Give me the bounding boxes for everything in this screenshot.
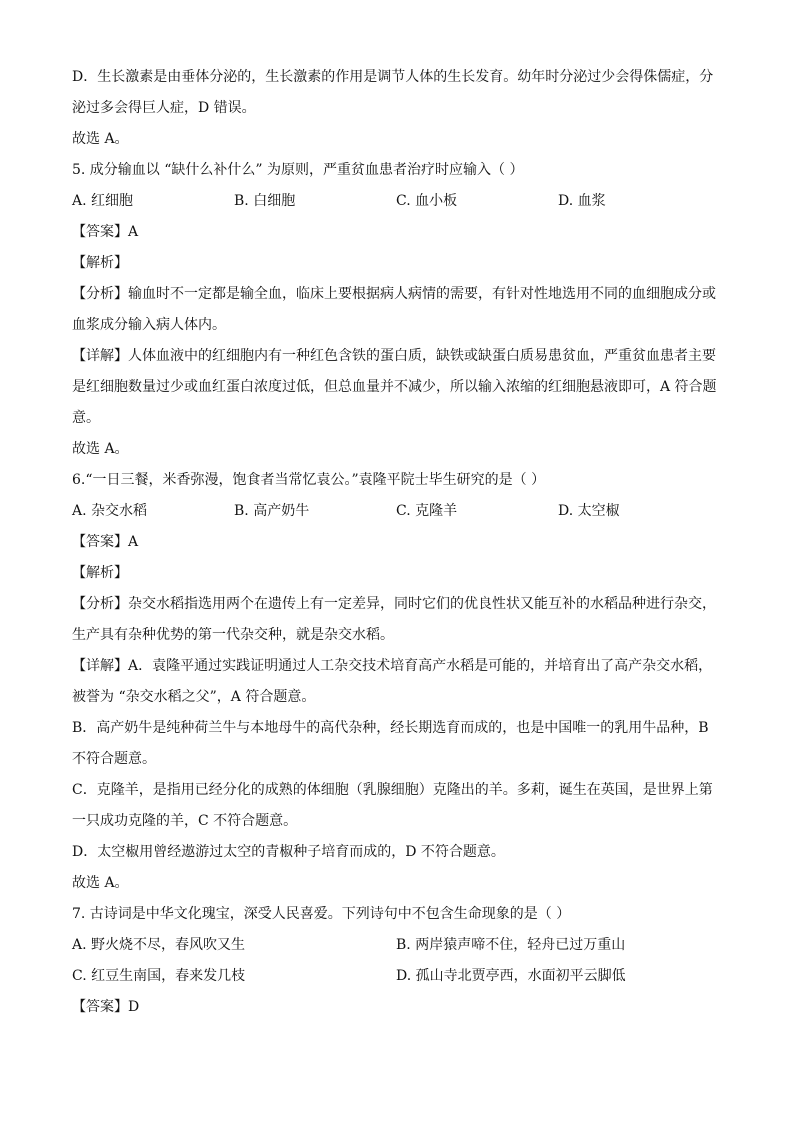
question-7: 7. 古诗词是中华文化瑰宝，深受人民喜爱。下列诗句中不包含生命现象的是（ ） [72,906,571,922]
text-line: D．太空椒用曾经遨游过太空的青椒种子培育而成的，D 不符合题意。 [72,844,505,860]
text-line: 【分析】输血时不一定都是输全血，临床上要根据病人病情的需要，有针对性地选用不同的血细胞成分或 [72,286,716,302]
option-d: D. 孤山寺北贾亭西，水面初平云脚低 [396,968,626,984]
text-line: 故选 A。 [72,875,129,891]
text-line: B．高产奶牛是纯种荷兰牛与本地母牛的高代杂种，经长期选育而成的，也是中国唯一的乳用牛品种，B [72,720,709,736]
text-line: 是红细胞数量过少或血红蛋白浓度过低，但总血量并不减少，所以输入浓缩的红细胞悬液即可，A 符合题 [72,379,717,395]
option-c: C. 克隆羊 [396,503,458,519]
option-d: D. 太空椒 [558,503,620,519]
option-b: B. 两岸猿声啼不住，轻舟已过万重山 [396,937,626,953]
option-b: B. 白细胞 [234,193,296,209]
option-c: C. 血小板 [396,193,458,209]
text-line: 一只成功克隆的羊，C 不符合题意。 [72,813,298,829]
text-line: D．生长激素是由垂体分泌的，生长激素的作用是调节人体的生长发育。幼年时分泌过少会得侏儒症，分 [72,69,714,85]
option-d: D. 血浆 [558,193,606,209]
q5-options [72,186,724,217]
question-5: 5. 成分输血以 “缺什么补什么” 为原则，严重贫血患者治疗时应输入（ ） [72,162,524,178]
text-line: 血浆成分输入病人体内。 [72,317,226,333]
text-line: C．克隆羊，是指用已经分化的成熟的体细胞（乳腺细胞）克隆出的羊。多莉，诞生在英国，是世界上第 [72,782,713,798]
text-line: 【详解】A．袁隆平通过实践证明通过人工杂交技术培育高产水稻是可能的，并培育出了高产杂交水稻， [72,658,713,674]
q7-options-row2 [72,961,724,992]
analysis-label: 【解析】 [72,565,128,581]
question-6: 6.“一日三餐，米香弥漫，饱食者当常忆袁公。”袁隆平院士毕生研究的是（ ） [72,472,546,488]
q6-options [72,496,724,527]
text-line: 【分析】杂交水稻指选用两个在遗传上有一定差异，同时它们的优良性状又能互补的水稻品种进行杂交， [72,596,716,612]
answer-label: 【答案】A [72,224,139,240]
option-b: B. 高产奶牛 [234,503,310,519]
q7-options-row1 [72,930,724,961]
option-c: C. 红豆生南国，春来发几枝 [72,968,246,984]
document-page [72,62,724,1023]
answer-label: 【答案】A [72,534,139,550]
text-line: 泌过多会得巨人症，D 错误。 [72,100,256,116]
option-a: A. 野火烧不尽，春风吹又生 [72,937,246,953]
text-line: 【详解】人体血液中的红细胞内有一种红色含铁的蛋白质，缺铁或缺蛋白质易患贫血，严重贫血患者主要 [72,348,716,364]
option-a: A. 杂交水稻 [72,503,148,519]
text-line: 不符合题意。 [72,751,156,767]
text-line: 意。 [72,410,100,426]
text-line: 生产具有杂种优势的第一代杂交种，就是杂交水稻。 [72,627,394,643]
text-line: 被誉为 “杂交水稻之父”，A 符合题意。 [72,689,316,705]
analysis-label: 【解析】 [72,255,128,271]
text-line: 故选 A。 [72,441,129,457]
text-line: 故选 A。 [72,131,129,147]
option-a: A. 红细胞 [72,193,134,209]
answer-label: 【答案】D [72,999,140,1015]
